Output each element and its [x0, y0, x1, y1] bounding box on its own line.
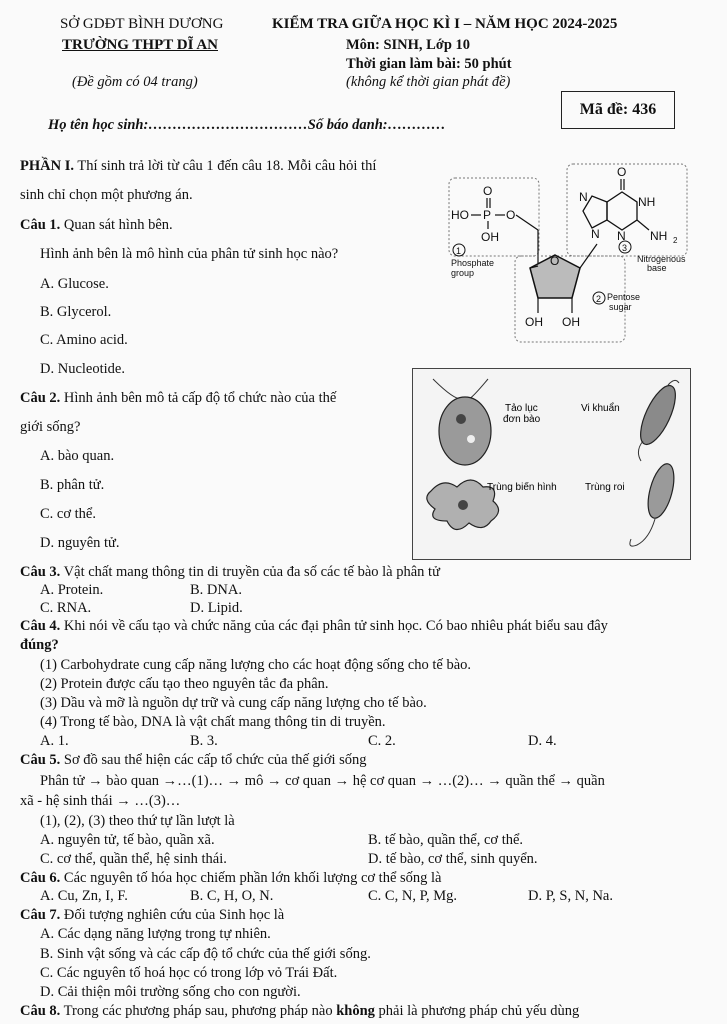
exam-title: KIỂM TRA GIỮA HỌC KÌ I – NĂM HỌC 2024-2025: [272, 16, 618, 32]
q6-option-b[interactable]: B. C, H, O, N.: [190, 888, 274, 904]
base-n3: N: [591, 227, 600, 241]
label-phosphate: Phosphate: [451, 258, 495, 268]
label-pentose: Pentose: [607, 292, 641, 302]
question-5-number: Câu 5.: [20, 752, 61, 768]
q7-option-d[interactable]: D. Cải thiện môi trường sống cho con người.: [40, 984, 301, 1000]
question-4-number: Câu 4.: [20, 618, 61, 634]
phosphate-ho: HO: [451, 208, 469, 222]
base-nh: NH: [638, 195, 656, 209]
q3-option-b[interactable]: B. DNA.: [190, 582, 242, 598]
question-8-text-a: Trong các phương pháp sau, phương pháp nào: [60, 1003, 337, 1019]
time-note: (không kể thời gian phát đề): [346, 74, 511, 90]
question-8-text-c: phải là phương pháp chủ yếu dùng: [374, 1003, 580, 1019]
q5-option-c[interactable]: C. cơ thể, quần thể, hệ sinh thái.: [40, 851, 227, 867]
phosphate-p: P: [483, 208, 492, 222]
phosphate-top-o: O: [483, 184, 493, 198]
q2-option-d[interactable]: D. nguyên tử.: [40, 535, 120, 551]
label-base: base: [647, 263, 667, 273]
label-sugar: sugar: [609, 302, 632, 312]
sugar-oh-right: OH: [562, 315, 580, 329]
q4-option-b[interactable]: B. 3.: [190, 733, 218, 749]
q6-option-c[interactable]: C. C, N, P, Mg.: [368, 888, 458, 904]
euglena-icon: [630, 461, 679, 546]
base-n2: N: [617, 229, 626, 243]
q7-option-b[interactable]: B. Sinh vật sống và các cấp độ tổ chức của thế giới sống.: [40, 946, 371, 962]
question-7-number: Câu 7.: [20, 907, 61, 923]
q1-option-a[interactable]: A. Glucose.: [40, 276, 109, 292]
base-nh2-subscript: 2: [673, 236, 678, 245]
label-1-number: 1: [456, 246, 462, 256]
label-green-alga-2: đơn bào: [503, 414, 541, 425]
question-1: [20, 217, 173, 234]
q4-statement-2: (2) Protein được cấu tạo theo nguyên tắc đa phân.: [40, 676, 329, 692]
question-2-text2: giới sống?: [20, 419, 81, 435]
q5-option-a[interactable]: A. nguyên tử, tế bào, quần xã.: [40, 832, 215, 848]
question-4-text2: đúng?: [20, 637, 59, 653]
sugar-ring-o: O: [550, 254, 560, 268]
phosphate-oh: OH: [481, 230, 499, 244]
phosphate-o-bridge: O: [506, 208, 516, 222]
time-line: Thời gian làm bài: 50 phút: [346, 56, 512, 72]
question-7-text: Đối tượng nghiên cứu của Sinh học là: [60, 907, 285, 923]
question-4: [20, 618, 608, 635]
label-2-number: 2: [596, 294, 602, 304]
label-euglena: Trùng roi: [585, 482, 625, 493]
q7-option-c[interactable]: C. Các nguyên tố hoá học có trong lớp vỏ Trái Đất.: [40, 965, 338, 981]
part1-intro: [20, 158, 376, 175]
question-3-number: Câu 3.: [20, 564, 61, 580]
question-5: [20, 752, 367, 769]
question-8-emphasis: không: [336, 1003, 375, 1019]
subject-line: Môn: SINH, Lớp 10: [346, 37, 471, 53]
q4-option-c[interactable]: C. 2.: [368, 733, 396, 749]
organisms-drawing: [413, 369, 690, 559]
question-1-text: Quan sát hình bên.: [60, 217, 173, 233]
question-5-line2: xã - hệ sinh thái → …(3)…: [20, 793, 181, 809]
part1-text1: Thí sinh trả lời từ câu 1 đến câu 18. Mỗi câu hỏi thí: [73, 158, 377, 174]
base-o: O: [617, 165, 627, 179]
label-amoeba: Trùng biến hình: [487, 482, 557, 493]
q3-option-c[interactable]: C. RNA.: [40, 600, 92, 616]
label-nitrogenous: Nitrogenous: [637, 254, 686, 264]
label-green-alga: Tảo lục: [505, 403, 538, 414]
q4-statement-3: (3) Dầu và mỡ là nguồn dự trữ và cung cấp năng lượng cho tế bào.: [40, 695, 427, 711]
exam-code-box: Mã đề: 436: [561, 91, 675, 129]
q6-option-a[interactable]: A. Cu, Zn, I, F.: [40, 888, 128, 904]
question-1-sub: Hình ảnh bên là mô hình của phân tử sinh học nào?: [40, 246, 339, 262]
q1-option-d[interactable]: D. Nucleotide.: [40, 361, 125, 377]
q1-option-b[interactable]: B. Glycerol.: [40, 304, 112, 320]
pages-note: (Đề gồm có 04 trang): [72, 74, 198, 90]
question-5-line1: Phân tử → bào quan →…(1)… → mô → cơ quan → hệ cơ quan → …(2)… → quần thể → quần: [40, 773, 605, 789]
question-6: [20, 870, 442, 887]
question-4-text: Khi nói về cấu tạo và chức năng của các đại phân tử sinh học. Có bao nhiêu phát biểu sau đây: [60, 618, 608, 634]
question-2: [20, 390, 336, 407]
q4-option-d[interactable]: D. 4.: [528, 733, 557, 749]
question-5-text: Sơ đồ sau thể hiện các cấp tổ chức của thế giới sống: [60, 752, 367, 768]
question-2-text: Hình ảnh bên mô tả cấp độ tổ chức nào của thế: [60, 390, 337, 406]
q4-option-a[interactable]: A. 1.: [40, 733, 69, 749]
q3-option-a[interactable]: A. Protein.: [40, 582, 104, 598]
department-name: SỞ GDĐT BÌNH DƯƠNG: [60, 16, 224, 32]
bacteria-icon: [634, 380, 683, 461]
school-name: TRƯỜNG THPT DĨ AN: [62, 37, 218, 53]
q3-option-d[interactable]: D. Lipid.: [190, 600, 243, 616]
label-3-number: 3: [622, 243, 628, 253]
question-8-number: Câu 8.: [20, 1003, 61, 1019]
q6-option-d[interactable]: D. P, S, N, Na.: [528, 888, 613, 904]
green-alga-icon: [433, 379, 491, 465]
question-6-number: Câu 6.: [20, 870, 61, 886]
q4-statement-1: (1) Carbohydrate cung cấp năng lượng cho các hoạt động sống cho tế bào.: [40, 657, 472, 673]
label-bacteria: Vi khuẩn: [581, 403, 620, 414]
q5-option-b[interactable]: B. tế bào, quần thể, cơ thể.: [368, 832, 524, 848]
q2-option-a[interactable]: A. bào quan.: [40, 448, 115, 464]
question-1-number: Câu 1.: [20, 217, 61, 233]
question-2-number: Câu 2.: [20, 390, 61, 406]
question-6-text: Các nguyên tố hóa học chiếm phần lớn khối lượng cơ thể sống là: [60, 870, 442, 886]
q5-option-d[interactable]: D. tế bào, cơ thể, sinh quyển.: [368, 851, 538, 867]
q2-option-b[interactable]: B. phân tử.: [40, 477, 105, 493]
nucleotide-diagram: [445, 158, 691, 344]
q7-option-a[interactable]: A. Các dạng năng lượng trong tự nhiên.: [40, 926, 271, 942]
part1-text2: sinh chỉ chọn một phương án.: [20, 187, 193, 203]
base-n1: N: [579, 190, 588, 204]
q4-statement-4: (4) Trong tế bào, DNA là vật chất mang thông tin di truyền.: [40, 714, 386, 730]
sugar-oh-left: OH: [525, 315, 543, 329]
question-3: [20, 564, 440, 581]
part1-label: PHẦN I.: [20, 158, 74, 174]
label-group: group: [451, 268, 475, 278]
student-info-line: Họ tên học sinh:……………………………Số báo danh:…………: [48, 117, 446, 133]
q1-option-c[interactable]: C. Amino acid.: [40, 332, 128, 348]
question-8: [20, 1003, 579, 1020]
q2-option-c[interactable]: C. cơ thể.: [40, 506, 96, 522]
question-3-text: Vật chất mang thông tin di truyền của đa số các tế bào là phân tử: [60, 564, 440, 580]
question-5-line3: (1), (2), (3) theo thứ tự lần lượt là: [40, 813, 235, 829]
question-7: [20, 907, 284, 924]
organisms-figure: [412, 368, 691, 560]
base-nh2: NH: [650, 229, 668, 243]
